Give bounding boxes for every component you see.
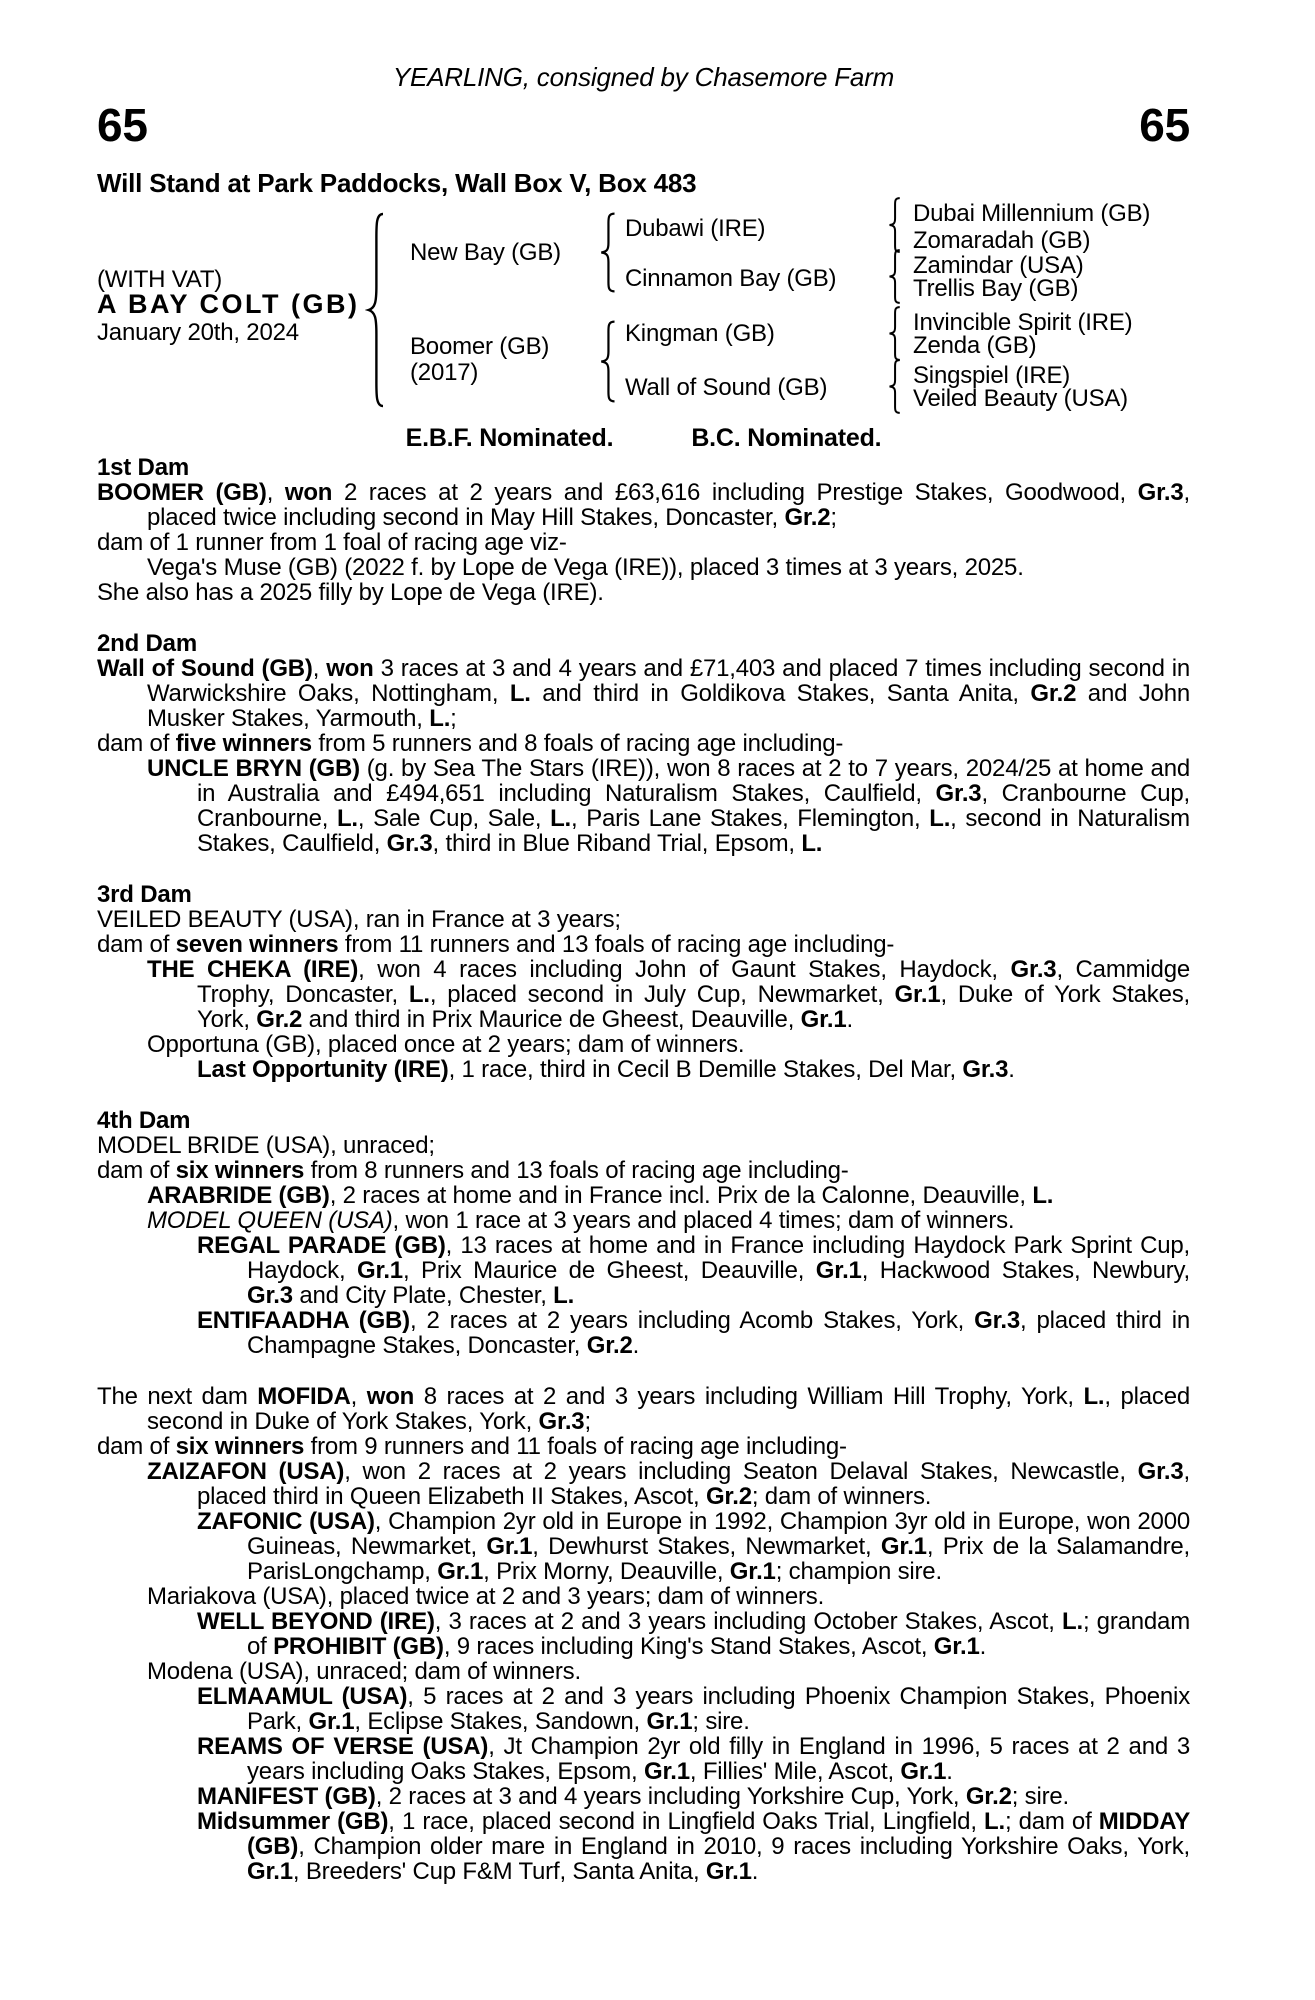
text-run: . <box>846 1006 854 1033</box>
text-run: five winners <box>175 730 312 757</box>
gg-dam-dam-sire: Singspiel (IRE) <box>913 362 1071 389</box>
text-run: REGAL PARADE (GB) <box>197 1232 446 1259</box>
catalog-paragraph <box>97 1584 1190 1609</box>
text-run: won <box>366 1383 415 1410</box>
text-run: ; sire. <box>692 1708 750 1735</box>
text-run: Gr.3 <box>1010 956 1057 983</box>
text-run: , <box>312 655 327 682</box>
text-run: , placed second in Duke of York Stakes, York, <box>147 1383 1190 1435</box>
text-run: Gr.3 <box>1137 479 1184 506</box>
text-run: MANIFEST (GB) <box>197 1783 376 1810</box>
lot-number-left: 65 <box>97 99 148 151</box>
text-run: ; sire. <box>1011 1783 1070 1810</box>
text-run: , Dewhurst Stakes, Newmarket, <box>532 1533 881 1560</box>
text-run: ENTIFAADHA (GB) <box>197 1307 410 1334</box>
pedigree-brace-gg4 <box>887 359 904 414</box>
text-run: six winners <box>175 1433 305 1460</box>
catalog-paragraph <box>97 1057 1190 1082</box>
text-run: Modena (USA), unraced; dam of winners. <box>147 1658 581 1685</box>
text-run: MODEL QUEEN (USA) <box>147 1207 393 1234</box>
page-title: YEARLING, consigned by Chasemore Farm <box>392 62 895 92</box>
text-run: Gr.2 <box>784 504 831 531</box>
text-run: The next dam <box>97 1383 258 1410</box>
catalog-paragraph <box>97 1032 1190 1057</box>
catalog-paragraph <box>97 1659 1190 1684</box>
text-run: , placed third in Champagne Stakes, Doncaster, <box>247 1307 1190 1359</box>
dam-section <box>97 631 1190 856</box>
text-run: MOFIDA <box>257 1383 351 1410</box>
text-run: 8 races at 2 and 3 years including William Hill Trophy, York, <box>414 1383 1084 1410</box>
text-run: and John Musker Stakes, Yarmouth, <box>147 680 1191 732</box>
stand-location-line: Will Stand at Park Paddocks, Wall Box V, Box 483 <box>97 168 697 198</box>
sire-name: New Bay (GB) <box>410 239 561 266</box>
catalog-paragraph <box>97 530 1190 555</box>
text-run: Gr.1 <box>308 1708 355 1735</box>
text-run: dam of <box>97 1157 176 1184</box>
text-run: , 1 race, third in Cecil B Demille Stakes, Del Mar, <box>448 1056 963 1083</box>
text-run: Gr.3 <box>935 780 982 807</box>
text-run: 3 races at 3 and 4 years and £71,403 and placed 7 times including second in Warwickshire Oaks, Nottingham, <box>147 655 1190 707</box>
text-run: ZAIZAFON (USA) <box>147 1458 345 1485</box>
text-run: ZAFONIC (USA) <box>197 1508 375 1535</box>
catalog-paragraph <box>97 907 1190 932</box>
text-run: ; dam of winners. <box>751 1483 932 1510</box>
text-run: Gr.3 <box>974 1307 1021 1334</box>
pedigree-brace-gg2 <box>887 249 904 304</box>
text-run: , won 1 race at 3 years and placed 4 times; dam of winners. <box>392 1207 1015 1234</box>
text-run: six winners <box>175 1157 305 1184</box>
text-run: L. <box>1062 1608 1083 1635</box>
text-run: , 5 races at 2 and 3 years including Phoenix Champion Stakes, Phoenix Park, <box>247 1683 1190 1735</box>
text-run: , placed second in July Cup, Newmarket, <box>429 981 895 1008</box>
text-run: from 11 runners and 13 foals of racing age including- <box>338 931 895 958</box>
text-run: ; dam of <box>1004 1808 1099 1835</box>
text-run: Wall of Sound (GB) <box>97 655 313 682</box>
text-run: REAMS OF VERSE (USA) <box>197 1733 489 1760</box>
text-run: , 3 races at 2 and 3 years including October Stakes, Ascot, <box>434 1608 1062 1635</box>
catalog-paragraph <box>97 1809 1190 1884</box>
text-run: Gr.3 <box>1137 1458 1184 1485</box>
text-run: Gr.1 <box>357 1257 403 1284</box>
text-run: Opportuna (GB), placed once at 2 years; dam of winners. <box>147 1031 745 1058</box>
catalog-paragraph <box>97 1208 1190 1233</box>
text-run: , Paris Lane Stakes, Flemington, <box>571 805 930 832</box>
dam-name: Boomer (GB) <box>410 333 550 360</box>
text-run: L. <box>929 805 951 832</box>
text-run: , Cranbourne Cup, Cranbourne, <box>197 780 1190 832</box>
sire-sire: Dubawi (IRE) <box>625 215 766 242</box>
text-run: Gr.2 <box>256 1006 303 1033</box>
pedigree-brace-dam <box>598 320 620 403</box>
text-run: Vega's Muse (GB) (2022 f. by Lope de Vega (IRE)), placed 3 times at 3 years, 2025. <box>147 554 1024 581</box>
text-run: Midsummer (GB) <box>197 1808 389 1835</box>
text-run: seven winners <box>175 931 339 958</box>
dam-section-heading: 1st Dam <box>97 454 189 481</box>
dam-year: (2017) <box>410 359 479 386</box>
text-run: , Eclipse Stakes, Sandown, <box>354 1708 647 1735</box>
text-run: L. <box>984 1808 1005 1835</box>
text-run: , Duke of York Stakes, York, <box>197 981 1191 1033</box>
catalog-paragraph <box>97 1158 1190 1183</box>
text-run: 2 races at 2 years and £63,616 including Prestige Stakes, Goodwood, <box>332 479 1138 506</box>
text-run: , 2 races at 2 years including Acomb Stakes, York, <box>409 1307 975 1334</box>
catalog-paragraph <box>97 1384 1190 1434</box>
text-run: Gr.3 <box>962 1056 1009 1083</box>
text-run: , Prix Morny, Deauville, <box>483 1558 730 1585</box>
text-run: , second in Naturalism Stakes, Caulfield, <box>197 805 1190 857</box>
text-run: , Prix de la Salamandre, ParisLongchamp, <box>247 1533 1190 1585</box>
text-run: dam of <box>97 1433 176 1460</box>
catalog-paragraph <box>97 1459 1190 1509</box>
catalog-paragraph <box>97 1183 1190 1208</box>
text-run: PROHIBIT (GB) <box>273 1633 444 1660</box>
text-run: L. <box>429 705 451 732</box>
text-run: Gr.2 <box>586 1332 633 1359</box>
text-run: , Prix Maurice de Gheest, Deauville, <box>402 1257 816 1284</box>
text-run: and third in Goldikova Stakes, Santa Anita, <box>530 680 1031 707</box>
text-run: Gr.3 <box>538 1408 585 1435</box>
sire-dam: Cinnamon Bay (GB) <box>625 265 837 292</box>
dam-sire: Kingman (GB) <box>625 320 775 347</box>
text-run: L. <box>1032 1182 1054 1209</box>
text-run: and City Plate, Chester, <box>292 1282 554 1309</box>
text-run: Mariakova (USA), placed twice at 2 and 3 years; dam of winners. <box>147 1583 825 1610</box>
foal-date: January 20th, 2024 <box>97 319 299 346</box>
catalog-paragraph <box>97 1434 1190 1459</box>
text-run: , Breeders' Cup F&M Turf, Santa Anita, <box>292 1858 706 1885</box>
text-run: L. <box>550 805 572 832</box>
catalog-paragraph <box>97 480 1190 530</box>
text-run: , 13 races at home and in France including Haydock Park Sprint Cup, Haydock, <box>247 1232 1190 1284</box>
text-run: L. <box>553 1282 575 1309</box>
catalog-paragraph <box>97 932 1190 957</box>
text-run: MODEL BRIDE (USA), unraced; <box>97 1132 435 1159</box>
text-run: , placed third in Queen Elizabeth II Stakes, Ascot, <box>197 1458 1190 1510</box>
dam-section-heading: 2nd Dam <box>97 630 197 657</box>
gg-sire-sire-sire: Dubai Millennium (GB) <box>913 200 1151 227</box>
text-run: L. <box>336 805 358 832</box>
catalog-paragraph <box>97 1734 1190 1784</box>
text-run: ; grandam of <box>247 1608 1190 1660</box>
dam-section <box>97 882 1190 1082</box>
text-run: ARABRIDE (GB) <box>147 1182 330 1209</box>
text-run: , 9 races including King's Stand Stakes, Ascot, <box>443 1633 934 1660</box>
text-run: L. <box>1083 1383 1105 1410</box>
text-run: Gr.1 <box>815 1257 862 1284</box>
text-run: Gr.3 <box>386 830 433 857</box>
text-run: . <box>751 1858 759 1885</box>
text-run: Gr.2 <box>965 1783 1012 1810</box>
text-run: Gr.1 <box>729 1558 776 1585</box>
text-run: , placed twice including second in May Hill Stakes, Doncaster, <box>147 479 1191 531</box>
text-run: . <box>1008 1056 1015 1083</box>
text-run: , 2 races at 3 and 4 years including Yorkshire Cup, York, <box>375 1783 966 1810</box>
text-run: dam of <box>97 730 176 757</box>
text-run: Gr.1 <box>247 1858 293 1885</box>
lot-number-right: 65 <box>1139 99 1190 151</box>
text-run: ; <box>584 1408 591 1435</box>
text-run: Gr.2 <box>705 1483 752 1510</box>
text-run: She also has a 2025 filly by Lope de Vega (IRE). <box>97 579 604 606</box>
text-run: Gr.1 <box>705 1858 752 1885</box>
pedigree-brace-gg1 <box>887 197 904 253</box>
text-run: won <box>284 479 333 506</box>
text-run: , <box>266 479 285 506</box>
gg-sire-dam-sire: Zamindar (USA) <box>913 252 1084 279</box>
catalog-paragraph <box>97 1233 1190 1308</box>
text-run: Gr.1 <box>643 1758 690 1785</box>
catalog-paragraph <box>97 580 1190 605</box>
text-run: ELMAAMUL (USA) <box>197 1683 408 1710</box>
text-run: , Hackwood Stakes, Newbury, <box>861 1257 1191 1284</box>
text-run: dam of 1 runner from 1 foal of racing age viz- <box>97 529 567 556</box>
pedigree-brace-main <box>365 210 389 410</box>
text-run: and third in Prix Maurice de Gheest, Deauville, <box>302 1006 801 1033</box>
text-run: Gr.1 <box>880 1533 927 1560</box>
text-run: ; <box>450 705 457 732</box>
text-run: THE CHEKA (IRE) <box>147 956 359 983</box>
catalog-paragraph <box>97 756 1190 856</box>
text-run: UNCLE BRYN (GB) <box>147 755 360 782</box>
text-run: BOOMER (GB) <box>97 479 267 506</box>
text-run: . <box>979 1633 987 1660</box>
catalog-paragraph <box>97 1684 1190 1734</box>
text-run: ; <box>830 504 837 531</box>
text-run: VEILED BEAUTY (USA), ran in France at 3 years; <box>97 906 621 933</box>
text-run: L. <box>408 981 430 1008</box>
text-run: from 9 runners and 11 foals of racing age including- <box>304 1433 847 1460</box>
dam-section <box>97 1108 1190 1358</box>
text-run: L. <box>801 830 823 857</box>
catalog-paragraph <box>97 1609 1190 1659</box>
dam-section <box>97 455 1190 605</box>
catalog-paragraph <box>97 656 1190 731</box>
text-run: Gr.1 <box>486 1533 533 1560</box>
dam-section-heading: 3rd Dam <box>97 881 192 908</box>
text-run: , third in Blue Riband Trial, Epsom, <box>432 830 802 857</box>
text-run: (g. by Sea The Stars (IRE)), won 8 races at 2 to 7 years, 2024/25 at home and in Australia and £494,651 including Naturalism Stakes, Caulfield, <box>197 755 1190 807</box>
text-run: . <box>946 1758 953 1785</box>
vat-note: (WITH VAT) <box>97 266 223 293</box>
dam-section <box>97 1384 1190 1884</box>
catalog-paragraph <box>97 1509 1190 1584</box>
dam-section-heading: 4th Dam <box>97 1107 191 1134</box>
text-run: , 2 races at home and in France incl. Prix de la Calonne, Deauville, <box>329 1182 1033 1209</box>
text-run: L. <box>509 680 531 707</box>
text-run: . <box>632 1332 640 1359</box>
text-run: , Champion older mare in England in 2010, 9 races including Yorkshire Oaks, York, <box>298 1833 1190 1860</box>
text-run: Gr.1 <box>933 1633 980 1660</box>
text-run: , 1 race, placed second in Lingfield Oaks Trial, Lingfield, <box>388 1808 985 1835</box>
dam-dam: Wall of Sound (GB) <box>625 374 828 401</box>
text-run: Gr.1 <box>800 1006 847 1033</box>
catalog-paragraph <box>97 957 1190 1032</box>
gg-sire-dam-dam: Trellis Bay (GB) <box>913 275 1079 302</box>
text-run: Gr.2 <box>1030 680 1077 707</box>
text-run: Gr.1 <box>894 981 941 1008</box>
gg-dam-dam-dam: Veiled Beauty (USA) <box>913 385 1128 412</box>
subject-name: A BAY COLT (GB) <box>97 289 360 319</box>
text-run: ; champion sire. <box>775 1558 942 1585</box>
text-run: , won 4 races including John of Gaunt Stakes, Haydock, <box>358 956 1011 983</box>
pedigree-text-body <box>97 455 1190 1884</box>
text-run: , Sale Cup, Sale, <box>357 805 551 832</box>
text-run: , <box>350 1383 367 1410</box>
catalog-paragraph <box>97 1784 1190 1809</box>
text-run: Gr.1 <box>437 1558 484 1585</box>
nominations-line <box>97 424 1190 453</box>
gg-dam-sire-sire: Invincible Spirit (IRE) <box>913 309 1133 336</box>
text-run: from 8 runners and 13 foals of racing age including- <box>304 1157 849 1184</box>
text-run: , Fillies' Mile, Ascot, <box>689 1758 901 1785</box>
text-run: , won 2 races at 2 years including Seaton Delaval Stakes, Newcastle, <box>344 1458 1138 1485</box>
text-run: won <box>326 655 374 682</box>
text-run: Gr.3 <box>247 1282 293 1309</box>
text-run: WELL BEYOND (IRE) <box>197 1608 435 1635</box>
text-run: Gr.1 <box>900 1758 947 1785</box>
text-run: MIDDAY (GB) <box>247 1808 1191 1860</box>
text-run: from 5 runners and 8 foals of racing age including- <box>311 730 844 757</box>
gg-sire-sire-dam: Zomaradah (GB) <box>913 227 1091 254</box>
pedigree-brace-sire <box>598 212 620 293</box>
gg-dam-sire-dam: Zenda (GB) <box>913 332 1037 359</box>
text-run: Gr.1 <box>646 1708 693 1735</box>
catalog-paragraph <box>97 731 1190 756</box>
text-run: Last Opportunity (IRE) <box>197 1056 449 1083</box>
text-run: dam of <box>97 931 176 958</box>
pedigree-brace-gg3 <box>887 306 904 361</box>
catalog-paragraph <box>97 1133 1190 1158</box>
text-run: , Champion 2yr old in Europe in 1992, Champion 3yr old in Europe, won 2000 Guineas, Newmarket, <box>247 1508 1190 1560</box>
ebf-nominated: E.B.F. Nominated. <box>405 424 614 452</box>
catalog-paragraph <box>97 1308 1190 1358</box>
text-run: , Jt Champion 2yr old filly in England in 1996, 5 races at 2 and 3 years including Oaks Stakes, Epsom, <box>247 1733 1190 1785</box>
text-run: , Cammidge Trophy, Doncaster, <box>197 956 1190 1008</box>
catalog-paragraph <box>97 555 1190 580</box>
bc-nominated: B.C. Nominated. <box>691 424 882 452</box>
